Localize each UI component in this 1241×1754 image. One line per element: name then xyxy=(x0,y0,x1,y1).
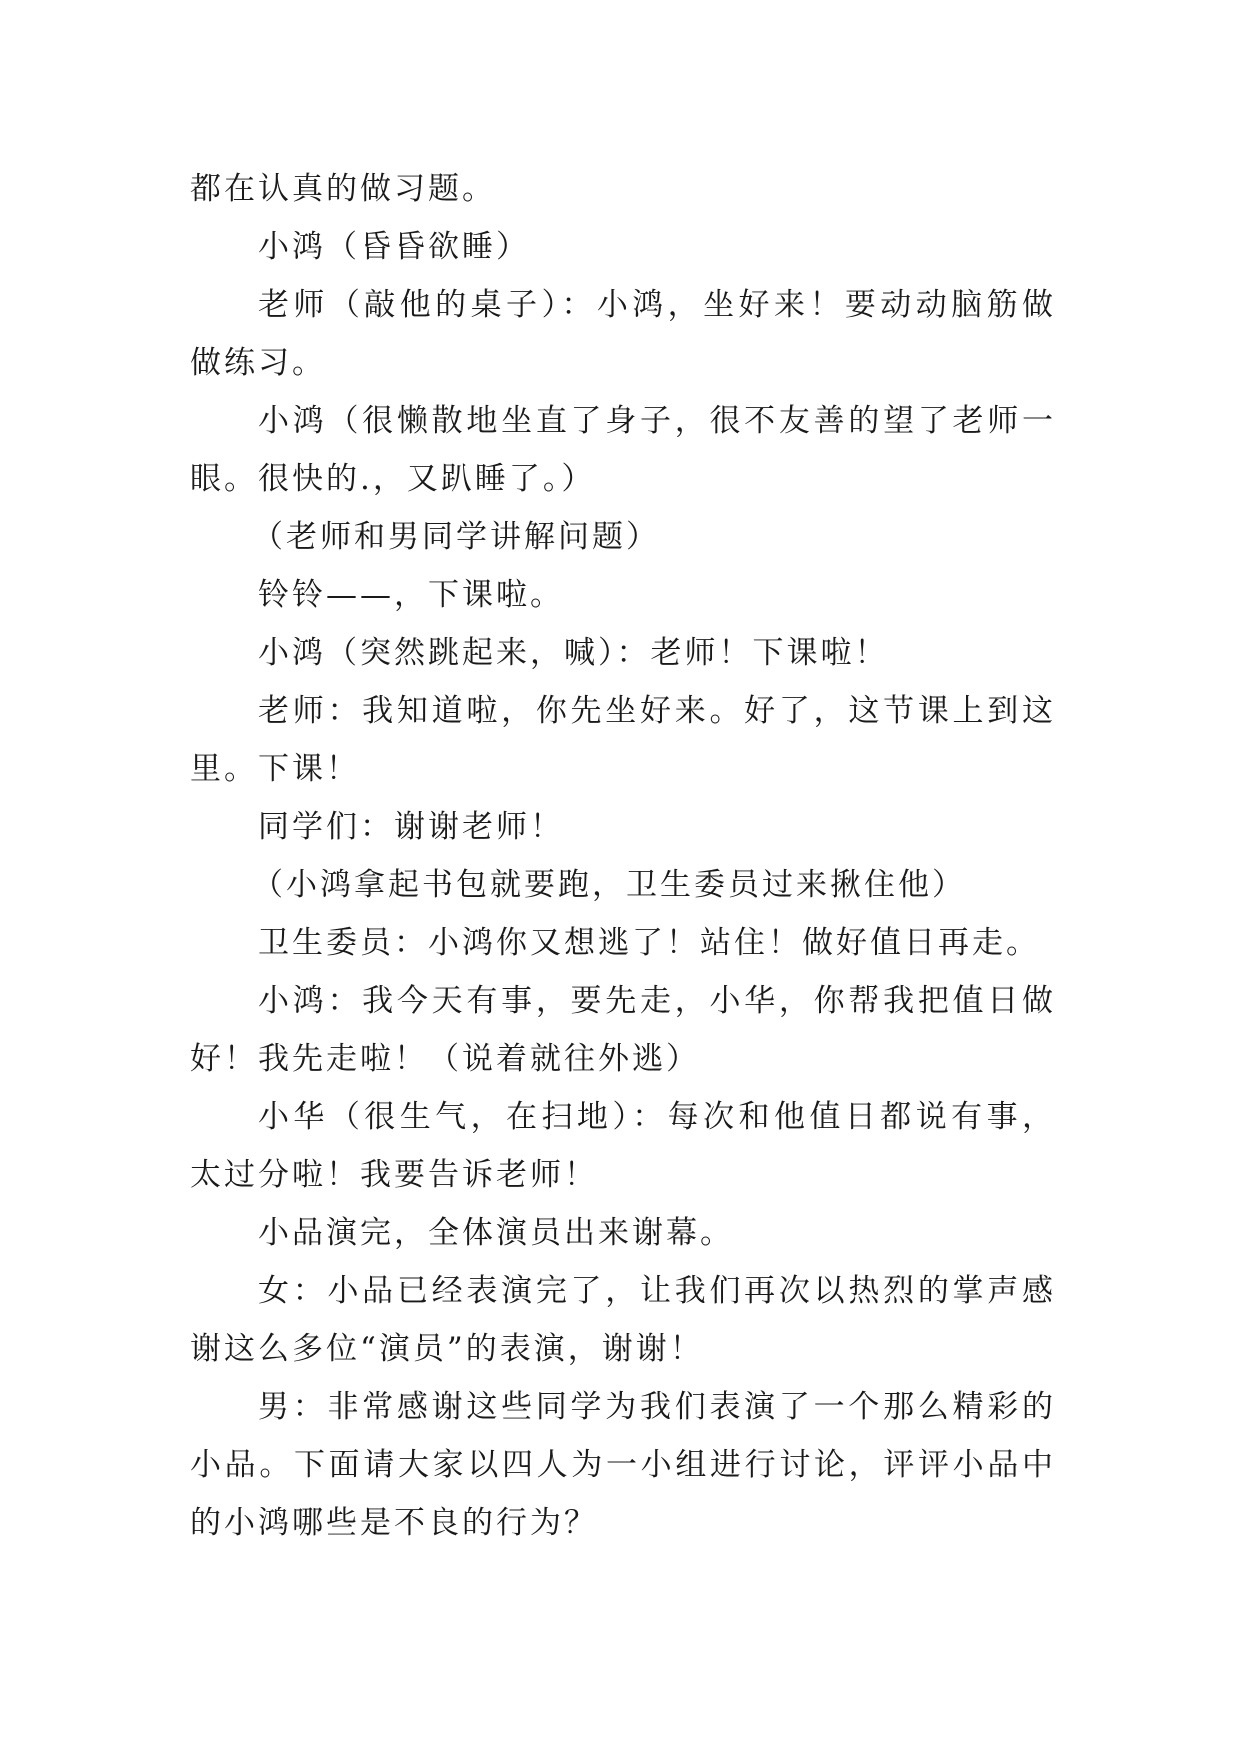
paragraph-dialogue: 男：非常感谢这些同学为我们表演了一个那么精彩的小品。下面请大家以四人为一小组进行讨论，评评小品中的小鸿哪些是不良的行为？ xyxy=(190,1389,1056,1541)
paragraph-dialogue: 小鸿：我今天有事，要先走，小华，你帮我把值日做好！我先走啦！（说着就往外逃） xyxy=(190,983,1056,1077)
paragraph-dialogue: 女：小品已经表演完了，让我们再次以热烈的掌声感谢这么多位“演员”的表演，谢谢！ xyxy=(190,1273,1056,1367)
paragraph-narration: 小品演完，全体演员出来谢幕。 xyxy=(258,1215,734,1251)
paragraph-dialogue: 小鸿（突然跳起来，喊）：老师！下课啦！ xyxy=(258,635,889,671)
paragraph-narration: 铃铃——，下课啦。 xyxy=(258,577,564,613)
paragraph-dialogue: 小华（很生气，在扫地）：每次和他值日都说有事，太过分啦！我要告诉老师！ xyxy=(190,1099,1056,1193)
paragraph-stage-direction: （小鸿拿起书包就要跑，卫生委员过来揪住他） xyxy=(252,867,966,903)
paragraph-dialogue: 同学们：谢谢老师！ xyxy=(258,809,564,845)
paragraph-stage-direction: 小鸿（很懒散地坐直了身子，很不友善的望了老师一眼。很快的.，又趴睡了。） xyxy=(190,403,1056,497)
paragraph-dialogue: 老师：我知道啦，你先坐好来。好了，这节课上到这里。下课！ xyxy=(190,693,1056,787)
paragraph-stage-direction: 小鸿（昏昏欲睡） xyxy=(258,229,530,265)
paragraph-stage-direction: （老师和男同学讲解问题） xyxy=(252,519,660,555)
paragraph-continuation: 都在认真的做习题。 xyxy=(190,171,496,207)
paragraph-dialogue: 卫生委员：小鸿你又想逃了！站住！做好值日再走。 xyxy=(258,925,1040,961)
paragraph-dialogue: 老师（敲他的桌子）：小鸿，坐好来！要动动脑筋做做练习。 xyxy=(190,287,1056,381)
document-body xyxy=(190,160,1056,1552)
